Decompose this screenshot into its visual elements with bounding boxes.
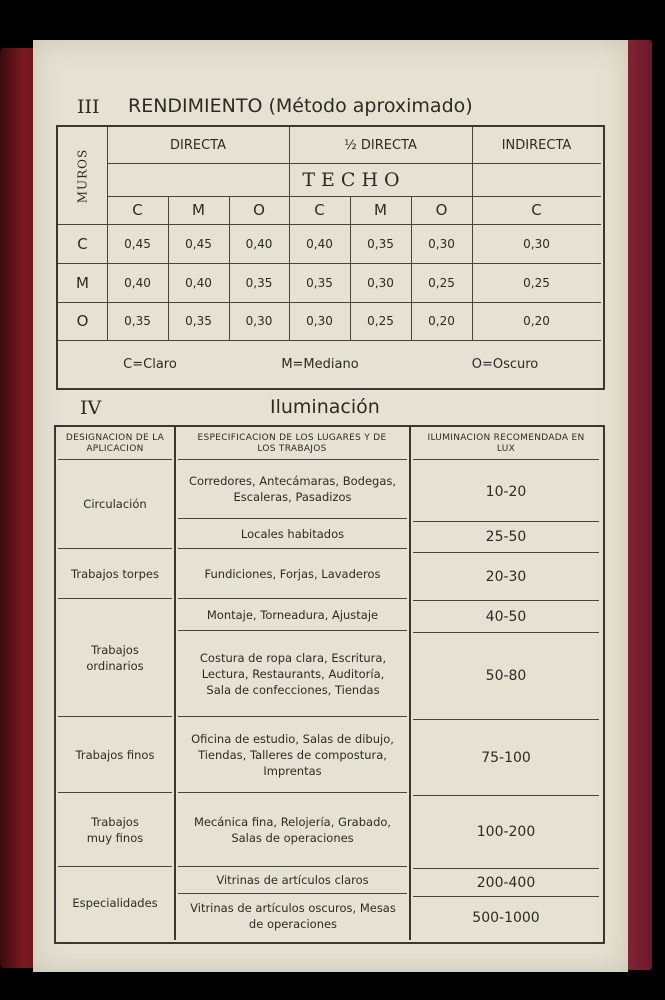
lux-value: 40-50 [485, 608, 527, 625]
group-trabajos-torpes: Trabajos torpes [71, 566, 159, 581]
row-label: O [76, 312, 89, 330]
muros-label: MUROS [75, 148, 90, 203]
page [33, 40, 628, 972]
spec-item: Oficina de estudio, Salas de dibujo, Tiendas, Talleres de compostura, Imprentas [191, 731, 394, 778]
subcol-o: O [253, 201, 265, 219]
grid-line [178, 459, 407, 460]
techo-label: TECHO [302, 168, 406, 191]
table-cell: 0,30 [306, 314, 333, 328]
subcol-m: M [192, 201, 205, 219]
lux-value: 25-50 [485, 529, 527, 545]
table-cell: 0,40 [185, 275, 212, 290]
table-cell: 0,40 [306, 236, 333, 251]
spec-item: Vitrinas de artículos oscuros, Mesas de operaciones [190, 901, 396, 931]
group-especialidades: Especialidades [72, 895, 158, 910]
lux-value: 20-30 [485, 568, 527, 585]
group-trabajos-muy-finos: Trabajos muy finos [86, 814, 144, 845]
group-circulacion: Circulación [83, 497, 147, 511]
subcol-c: C [314, 201, 325, 219]
row-label: C [77, 234, 88, 253]
section4-number: IV [80, 397, 102, 419]
table-cell: 0,45 [124, 236, 151, 251]
spec-item: Vitrinas de artículos claros [216, 873, 369, 887]
grid-line [409, 427, 411, 940]
table-cell: 0,30 [428, 236, 455, 251]
table-cell: 0,40 [124, 275, 151, 290]
header-designacion: DESIGNACION DE LA APLICACION [65, 433, 165, 454]
spec-item: Costura de ropa clara, Escritura, Lectura, Restaurants, Auditoría, Sala de confecciones, Tiendas [199, 650, 387, 697]
table-cell: 0,30 [523, 236, 550, 251]
group-header-directa: DIRECTA [170, 137, 226, 153]
table-cell: 0,25 [367, 314, 394, 328]
header-especificacion: ESPECIFICACION DE LOS LUGARES Y DE LOS TRABAJOS [197, 433, 387, 454]
table-cell: 0,35 [185, 314, 212, 328]
table-cell: 0,35 [124, 314, 151, 328]
section3-title: RENDIMIENTO (Método aproximado) [128, 95, 473, 117]
table-cell: 0,45 [185, 236, 212, 251]
spec-item: Montaje, Torneadura, Ajustaje [206, 607, 379, 622]
lux-value: 50-80 [485, 668, 527, 684]
table-cell: 0,25 [523, 275, 550, 290]
spec-item: Mecánica fina, Relojería, Grabado, Salas de operaciones [193, 814, 392, 845]
subcol-c: C [132, 201, 143, 219]
lux-value: 200-400 [476, 874, 536, 891]
spec-item: Fundiciones, Forjas, Lavaderos [204, 566, 381, 581]
table-cell: 0,20 [428, 314, 455, 328]
iluminacion-table [54, 425, 605, 944]
group-trabajos-ordinarios: Trabajos ordinarios [86, 642, 144, 673]
lux-value: 100-200 [476, 824, 536, 840]
group-trabajos-finos: Trabajos finos [75, 747, 155, 762]
legend-mediano: M=Mediano [281, 356, 359, 372]
header-iluminacion: ILUMINACION RECOMENDADA EN LUX [427, 433, 585, 454]
table-cell: 0,40 [245, 236, 273, 251]
section4-title: Iluminación [270, 396, 380, 418]
subcol-o: O [435, 201, 448, 219]
table-cell: 0,35 [245, 275, 273, 290]
section3-number: III [77, 96, 100, 118]
table-cell: 0,30 [245, 314, 273, 328]
table-cell: 0,35 [306, 275, 333, 290]
grid-line [174, 427, 176, 940]
legend-oscuro: O=Oscuro [471, 356, 539, 372]
table-cell: 0,25 [428, 275, 455, 290]
lux-value: 500-1000 [472, 909, 540, 926]
lux-value: 75-100 [481, 749, 531, 766]
table-cell: 0,30 [367, 275, 394, 290]
subcol-c: C [531, 201, 542, 219]
spec-item: Corredores, Antecámaras, Bodegas, Escaleras, Pasadizos [188, 474, 397, 504]
spec-item: Locales habitados [240, 526, 345, 541]
row-label: M [76, 273, 89, 292]
group-header-indirecta: INDIRECTA [501, 137, 572, 153]
subcol-m: M [374, 201, 387, 219]
group-header-media-directa: ½ DIRECTA [344, 137, 417, 153]
table-cell: 0,20 [523, 314, 550, 328]
grid-line [413, 459, 599, 460]
lux-value: 10-20 [485, 483, 527, 500]
table-cell: 0,35 [367, 236, 394, 251]
legend-claro: C=Claro [123, 356, 177, 372]
